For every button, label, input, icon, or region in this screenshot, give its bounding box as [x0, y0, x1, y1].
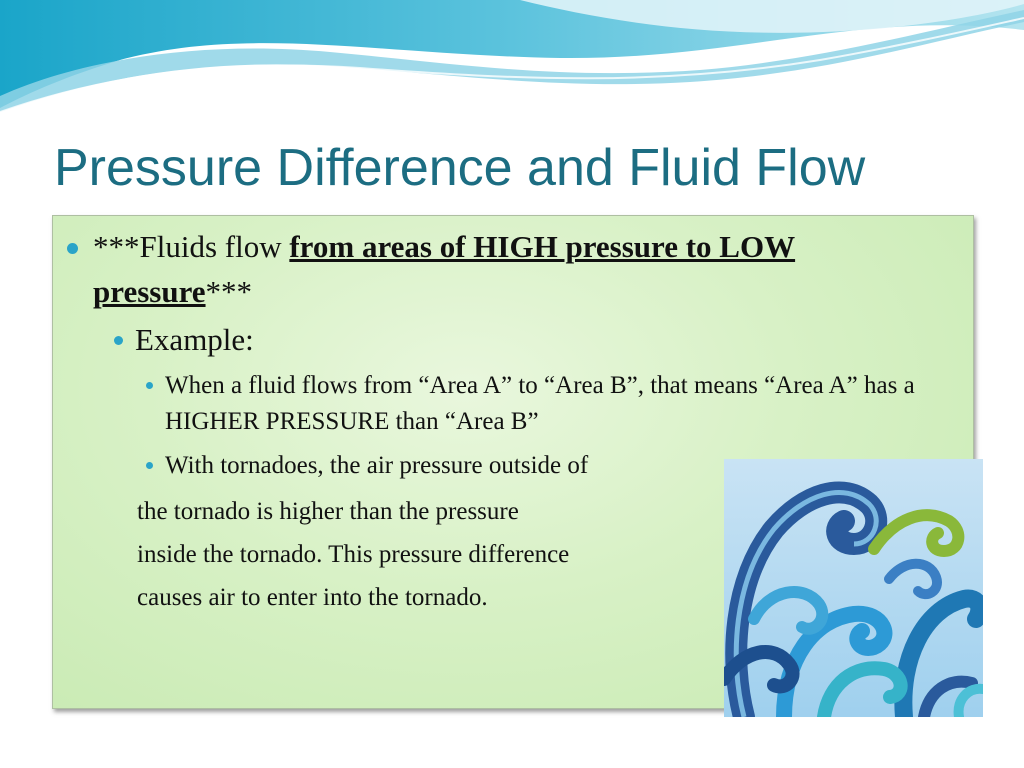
continuation-line: inside the tornado. This pressure difference [137, 541, 570, 568]
continuation-line: causes air to enter into the tornado. [137, 584, 488, 611]
example-bullet [135, 320, 254, 360]
bullet-dot-icon [67, 243, 78, 254]
tornado-continuation [137, 490, 737, 619]
sub-bullet-tornado-text: With tornadoes, the air pressure outside of [165, 452, 589, 479]
bullet-dot-icon [114, 336, 123, 345]
sub-bullet-area [165, 368, 965, 440]
slide-title: Pressure Difference and Fluid Flow [54, 139, 866, 197]
bullet-dot-icon [146, 382, 153, 389]
example-label: Example: [135, 322, 254, 357]
continuation-line: the tornado is higher than the pressure [137, 498, 519, 525]
main-bullet [93, 224, 965, 314]
sub-bullet-area-text: When a fluid flows from “Area A” to “Area B”, that means “Area A” has a HIGHER PRESSURE than “Area B” [165, 372, 915, 435]
main-bullet-suffix: *** [205, 274, 253, 309]
sub-bullet-tornado [165, 448, 725, 484]
bullet-dot-icon [146, 462, 153, 469]
header-waves-banner [0, 0, 1024, 120]
main-bullet-prefix: ***Fluids flow [93, 229, 290, 264]
main-bullet-emphasis-2: pressure [93, 274, 206, 309]
main-bullet-emphasis-1: from areas of HIGH pressure to LOW [289, 229, 796, 264]
ocean-waves-illustration [724, 459, 983, 717]
